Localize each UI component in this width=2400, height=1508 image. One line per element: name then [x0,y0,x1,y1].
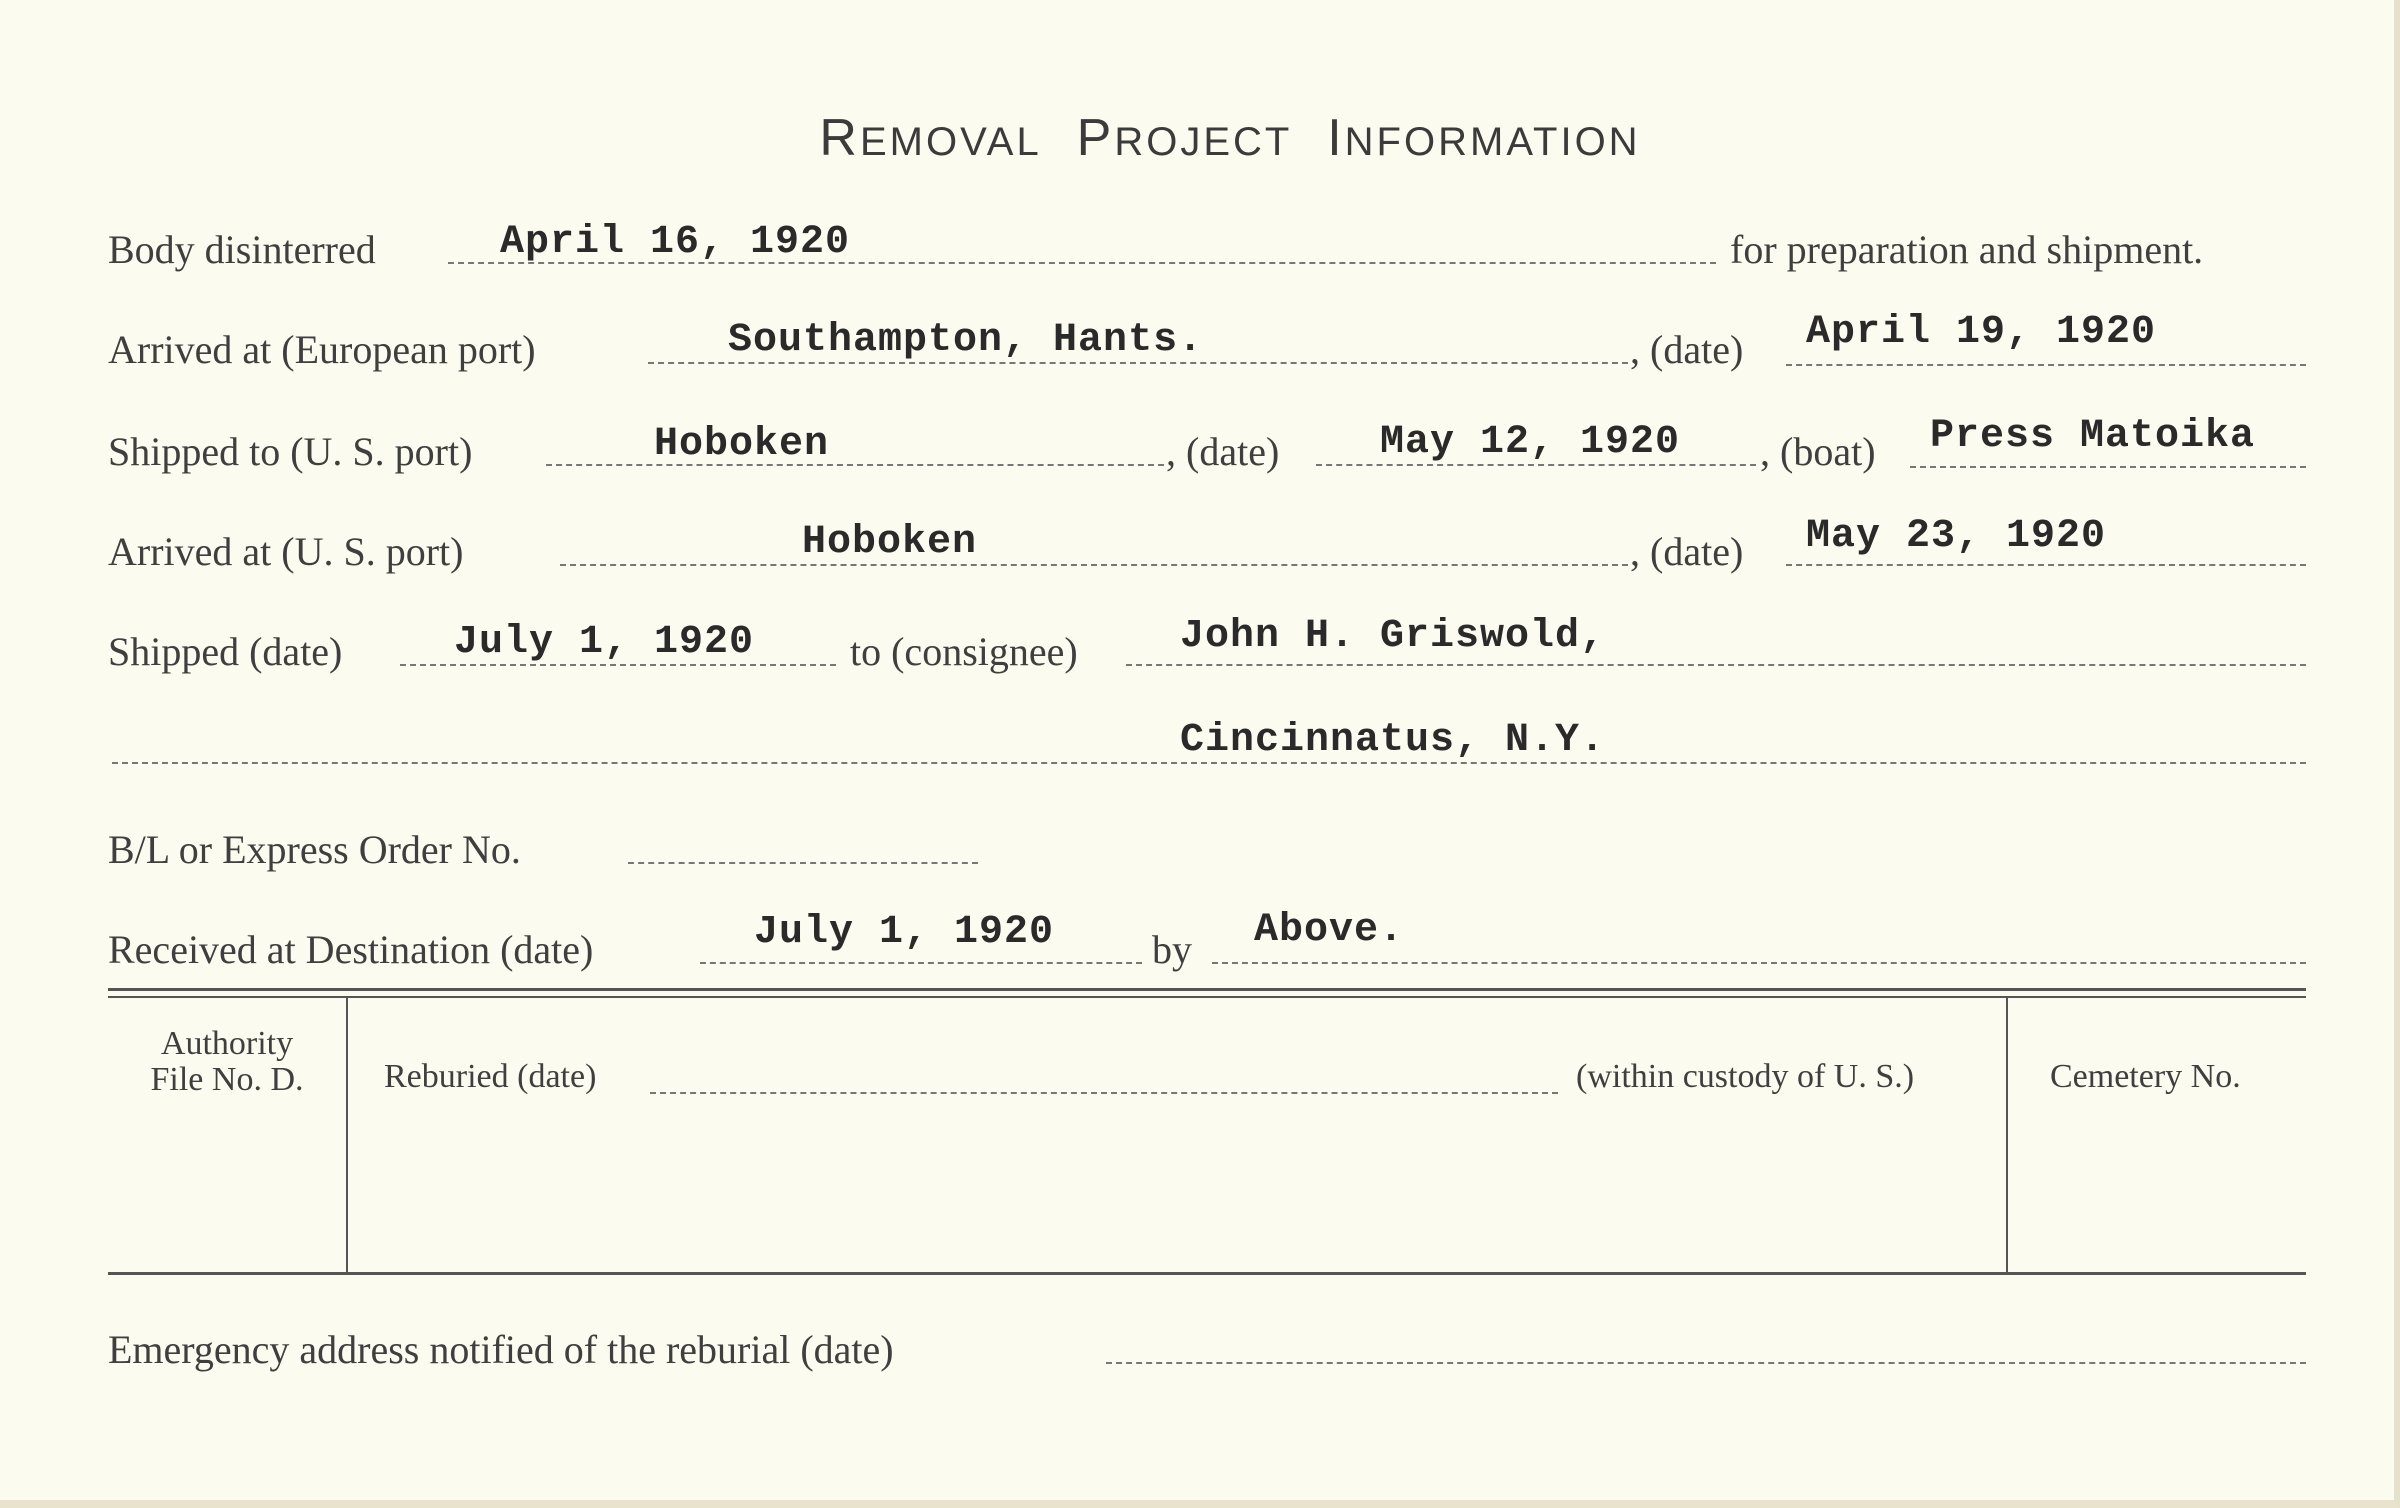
arrived-european-date-line [1786,364,2306,366]
boat-line [1910,466,2306,468]
received-date-line [700,962,1142,964]
consignee-name-value: John H. Griswold, [1180,614,1606,659]
received-label: Received at Destination (date) [108,927,594,972]
emergency-address-label: Emergency address notified of the reburial (date) [108,1327,894,1372]
cemetery-no-label: Cemetery No. [2050,1058,2241,1095]
box-top-rule-inner [108,996,2306,998]
arrived-us-line [560,564,1628,566]
arrived-european-port-value: Southampton, Hants. [728,318,1204,363]
shipped-us-port-value: Hoboken [654,422,830,467]
bl-order-label: B/L or Express Order No. [108,827,521,872]
received-by-label: by [1152,927,1192,972]
emergency-date-line [1106,1362,2306,1364]
consignee-address-value: Cincinnatus, N.Y. [1180,718,1606,763]
shipped-us-line [546,464,1164,466]
arrived-european-date-value: April 19, 1920 [1806,310,2157,355]
shipped-us-date-value: May 12, 1920 [1380,420,1681,465]
bl-order-line [628,862,978,864]
received-by-value: Above. [1254,908,1405,953]
authority-file-label: Authority File No. D. [150,1025,304,1098]
box-right-divider [2006,998,2008,1272]
arrived-us-date-value: May 23, 1920 [1806,514,2107,559]
arrived-us-date-line [1786,564,2306,566]
arrived-us-date-label: , (date) [1630,529,1744,574]
shipped-us-date-label: , (date) [1166,429,1280,474]
arrived-european-date-label: , (date) [1630,327,1744,372]
shipped-date-label: Shipped (date) [108,629,343,674]
box-left-divider [346,998,348,1272]
box-top-rule [108,988,2306,991]
shipped-us-label: Shipped to (U. S. port) [108,429,473,474]
body-disinterred-value: April 16, 1920 [500,220,851,265]
reburied-date-label: Reburied (date) [384,1058,597,1095]
box-bottom-rule [108,1272,2306,1275]
custody-label: (within custody of U. S.) [1576,1058,1915,1095]
body-disinterred-label: Body disinterred [108,227,376,272]
consignee-line [1126,664,2306,666]
page-title: REMOVAL PROJECT INFORMATION [819,109,1641,167]
reburied-date-line [650,1092,1558,1094]
arrived-us-label: Arrived at (U. S. port) [108,529,464,574]
arrived-european-label: Arrived at (European port) [108,327,536,372]
shipped-us-boat-label: , (boat) [1760,429,1876,474]
arrived-us-port-value: Hoboken [802,520,978,565]
boat-value: Press Matoika [1930,414,2256,459]
consignee-label: to (consignee) [850,629,1078,674]
preparation-shipment-label: for preparation and shipment. [1730,227,2204,272]
shipped-date-value: July 1, 1920 [454,620,755,665]
received-date-value: July 1, 1920 [754,910,1055,955]
received-by-line [1212,962,2306,964]
